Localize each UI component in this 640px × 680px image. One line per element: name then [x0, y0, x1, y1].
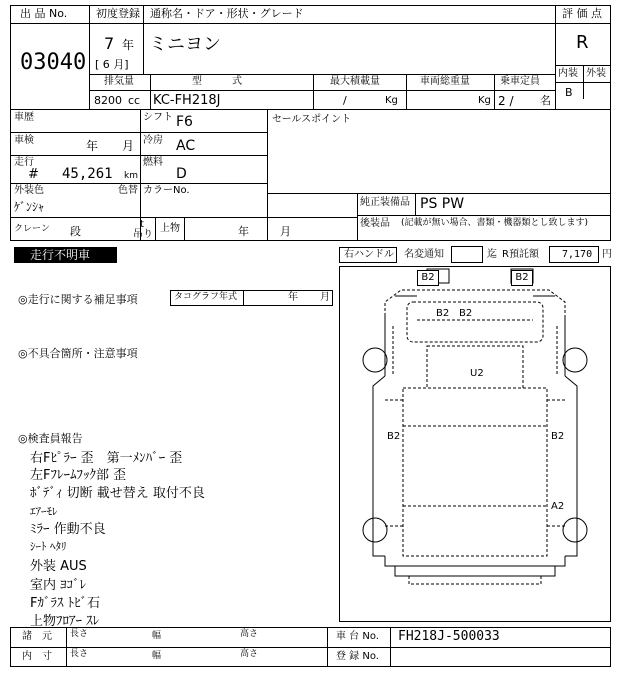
first-reg-year-unit: 年 [122, 38, 135, 52]
first-registration-label: 初度登録 [96, 7, 140, 20]
shift-label: シフト [143, 112, 173, 123]
report-line: 上物ﾌﾛｱｰ ｽﾚ [30, 614, 100, 629]
color-change-label: 色替 [118, 185, 138, 196]
spec-width-label: 幅 [152, 631, 162, 641]
mileage-unit: km [124, 171, 138, 181]
max-load-unit: Kg [385, 95, 398, 106]
max-load-label: 最大積載量 [330, 76, 380, 87]
tachograph-year-unit: 年 [288, 292, 298, 303]
mileage-prefix: # [28, 167, 39, 182]
deadline-label: 迄 [487, 249, 497, 260]
overall-rating: R [576, 32, 589, 53]
vehicle-damage-diagram [339, 266, 611, 622]
chassis-number: FH218J-500033 [398, 629, 500, 644]
report-line: Fｶﾞﾗｽ ﾄﾋﾞ石 [30, 596, 101, 611]
upper-year-unit: 年 [238, 225, 249, 238]
color-code-label: カラーNo. [143, 185, 190, 196]
mark-roof: U2 [470, 368, 484, 379]
crane-step-unit: 段 [70, 225, 81, 238]
r-fee-label: R預託額 [502, 249, 539, 260]
mark-cab-left: B2 [436, 308, 450, 319]
gross-weight-label: 車両総重量 [420, 76, 470, 87]
steering-value: 右ハンドル [344, 249, 394, 260]
mileage-label: 走行 [14, 157, 34, 168]
ac-value: AC [176, 138, 196, 154]
rating-label: 評 価 点 [562, 7, 602, 20]
r-fee-value: 7,170 [562, 249, 593, 260]
inner-width-label: 幅 [152, 651, 162, 661]
mark-front-left: B2 [417, 270, 439, 286]
change-notice-box [451, 246, 483, 263]
report-line: ｼｰﾄ ﾍﾀﾘ [30, 540, 67, 553]
interior-rating: B [565, 86, 573, 99]
aftermarket-note: (記載が無い場合、書類・機器類とし致します) [401, 218, 589, 228]
car-name: ミニヨン [149, 34, 221, 55]
mark-side-left: B2 [387, 431, 401, 442]
registration-label: 登 録 No. [336, 651, 379, 662]
interior-rating-label: 内装 [558, 68, 578, 79]
inner-length-label: 長さ [70, 649, 89, 659]
report-line: 左Fﾌﾚｰﾑﾌｯｸ部 歪 [30, 468, 127, 483]
gross-weight-unit: Kg [478, 95, 491, 106]
first-reg-year: 7 [104, 34, 115, 53]
report-line: 室内 ﾖｺﾞﾚ [30, 578, 87, 593]
mark-side-right: B2 [551, 431, 565, 442]
report-line: ｴｱｰﾓﾚ [30, 505, 58, 518]
status-banner: 走行不明車 [14, 247, 117, 263]
fuel-label: 燃料 [143, 157, 163, 168]
lot-number-label: 出 品 No. [20, 7, 68, 20]
fuel-value: D [176, 166, 187, 182]
exterior-color: ｹﾞﾝｼｬ [14, 200, 45, 214]
model-code: KC-FH218J [153, 93, 221, 108]
capacity-unit: 名 [540, 94, 551, 107]
model-code-label: 型 式 [192, 76, 242, 87]
aftermarket-label: 後装品 [360, 218, 390, 229]
model-name-label: 通称名・ドア・形状・グレード [150, 7, 304, 20]
inner-size-label: 内 寸 [22, 651, 52, 662]
upper-month-unit: 月 [280, 225, 291, 238]
exterior-color-label: 外装色 [14, 185, 44, 196]
r-fee-unit: 円 [602, 249, 612, 260]
max-load-value: / [343, 94, 347, 107]
mileage-value: 45,261 [62, 166, 113, 182]
report-line: ﾐﾗｰ 作動不良 [30, 522, 106, 537]
mark-cab-right: B2 [459, 308, 473, 319]
truck-outline-icon [339, 266, 611, 622]
exterior-rating-label: 外装 [586, 68, 606, 79]
inspection-month-unit: 月 [122, 139, 135, 153]
spec-length-label: 長さ [70, 629, 89, 639]
driving-notes-heading: ◎走行に関する補足事項 [18, 293, 138, 306]
report-line: ﾎﾞﾃﾞｨ 切断 載せ替え 取付不良 [30, 486, 205, 501]
mark-rear-right: A2 [551, 501, 565, 512]
tachograph-label: タコグラフ年式 [174, 292, 238, 302]
shift-value: F6 [176, 114, 193, 130]
specs-label: 諸 元 [22, 631, 52, 642]
capacity-value: 2 / [498, 94, 514, 108]
inspection-year-unit: 年 [86, 139, 99, 153]
genuine-equipment-label: 純正装備品 [360, 197, 410, 208]
upper-body-label: 上物 [160, 223, 180, 234]
chassis-label: 車 台 No. [336, 631, 379, 642]
sales-points-label: セールスポイント [272, 114, 352, 125]
capacity-label: 乗車定員 [500, 76, 540, 87]
inspection-label: 車検 [14, 135, 34, 146]
defects-heading: ◎不具合箇所・注意事項 [18, 347, 138, 360]
mark-front-right: B2 [511, 270, 533, 286]
inner-height-label: 高さ [240, 649, 259, 659]
change-notice-label: 名変通知 [404, 249, 444, 260]
first-reg-month: [ 6 月] [95, 58, 129, 71]
crane-label: クレーン [14, 224, 50, 234]
genuine-equipment: PS PW [420, 196, 465, 212]
displacement-unit: cc [128, 94, 141, 107]
displacement-value: 8200 [94, 94, 122, 107]
crane-ton-unit: t [140, 219, 144, 230]
inspector-report-heading: ◎検査員報告 [18, 432, 83, 445]
report-line: 外装 AUS [30, 559, 87, 574]
displacement-label: 排気量 [104, 76, 134, 87]
report-line: 右Fﾋﾟﾗｰ 歪 第一ﾒﾝﾊﾞｰ 歪 [30, 451, 183, 466]
history-label: 車歴 [14, 112, 34, 123]
lot-number: 03040 [20, 50, 87, 75]
ac-label: 冷房 [143, 135, 163, 146]
tachograph-month-unit: 月 [320, 292, 330, 303]
crane-lift-label: 吊り [133, 229, 153, 240]
spec-height-label: 高さ [240, 629, 259, 639]
